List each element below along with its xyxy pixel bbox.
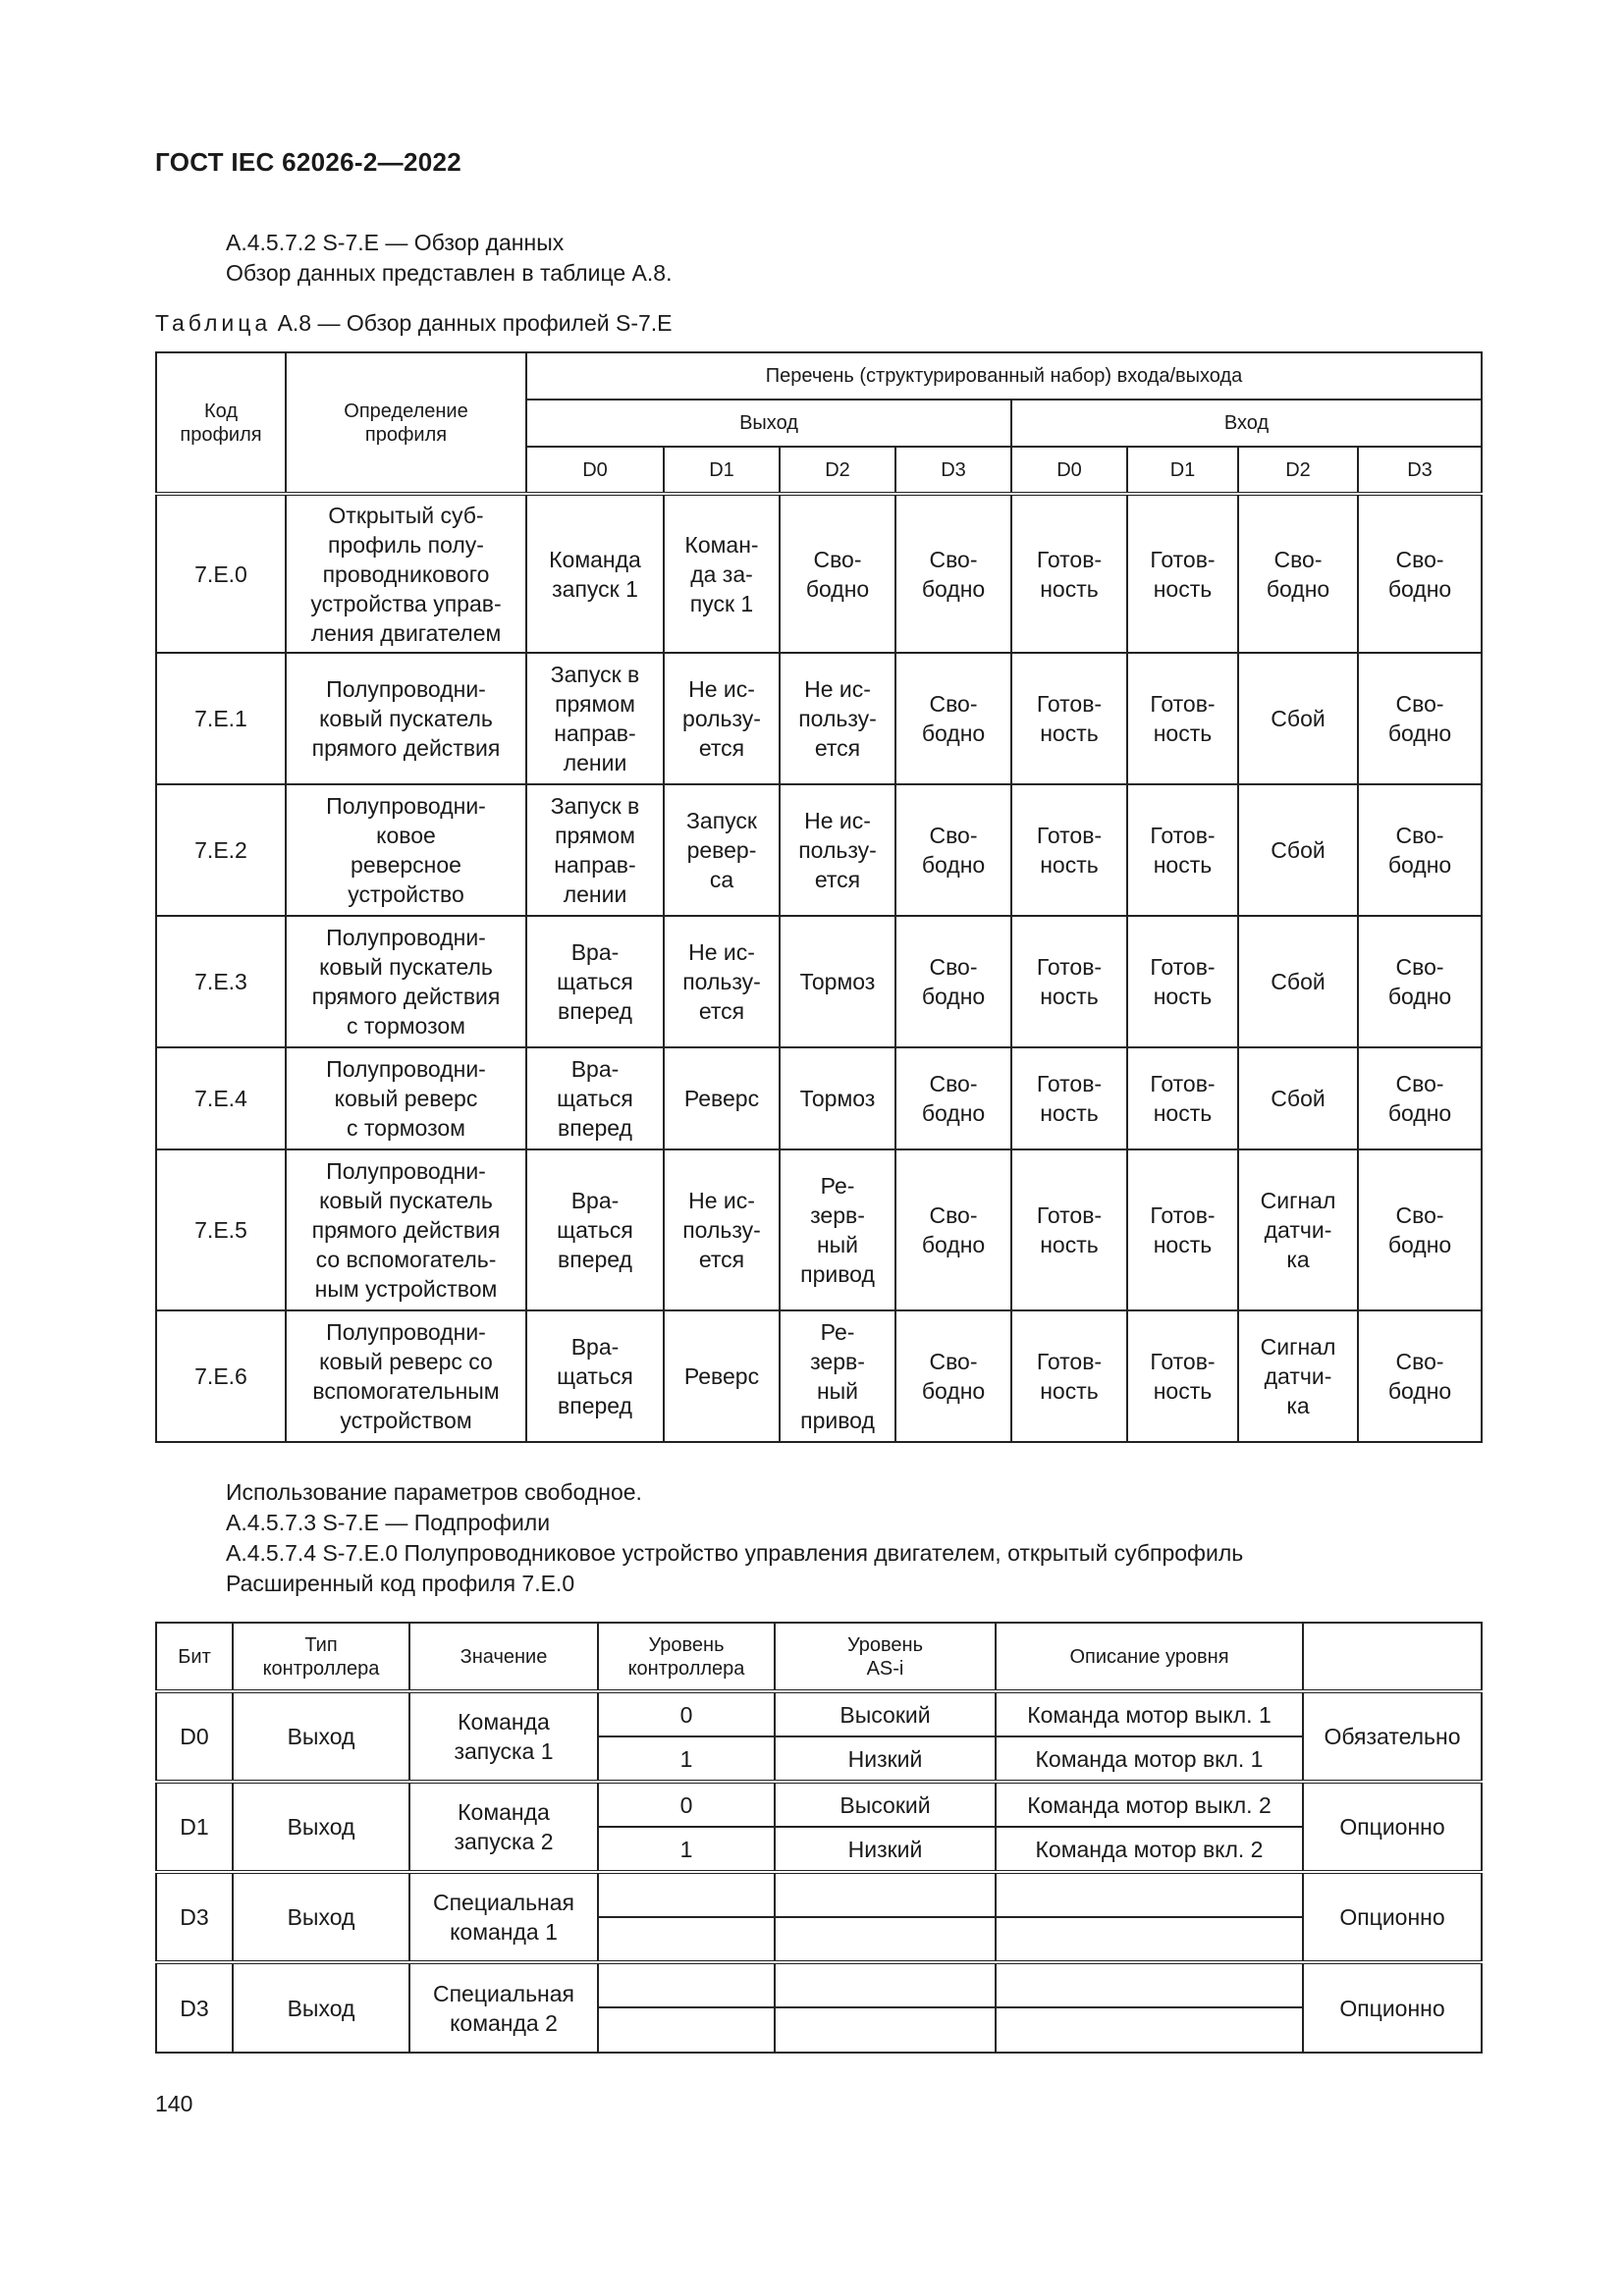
io-bit-cell: Реверс <box>664 1310 780 1442</box>
extended-code-text: Расширенный код профиля 7.E.0 <box>226 1571 575 1596</box>
controller-level-cell <box>598 1872 775 1917</box>
io-bit-cell: Реверс <box>664 1047 780 1149</box>
requirement-cell: Обязательно <box>1303 1691 1482 1782</box>
header-asi-level: Уровень AS-i <box>775 1623 996 1691</box>
profiles-overview-table <box>155 351 1483 1443</box>
intro-text: Обзор данных представлен в таблице А.8. <box>226 260 673 286</box>
controller-level-cell <box>598 1917 775 1962</box>
io-bit-cell: Сбой <box>1238 653 1358 784</box>
io-bit-cell: Сво- бодно <box>1358 1047 1482 1149</box>
asi-level-cell <box>775 2007 996 2053</box>
io-bit-cell: Готов- ность <box>1127 784 1238 916</box>
io-bit-cell: Коман- да за- пуск 1 <box>664 494 780 653</box>
table1-caption-prefix: Таблица <box>155 310 272 336</box>
io-bit-cell: Не ис- пользу- ется <box>780 784 895 916</box>
asi-level-cell <box>775 1917 996 1962</box>
bit-row <box>156 1872 1482 1917</box>
profile-code-cell: 7.E.2 <box>156 784 286 916</box>
controller-level-cell <box>598 2007 775 2053</box>
table1-caption <box>155 310 673 337</box>
io-bit-cell: Запуск в прямом направ- лении <box>526 784 664 916</box>
asi-level-cell <box>775 1962 996 2007</box>
asi-level-cell: Низкий <box>775 1827 996 1872</box>
subprofile-bits-table <box>155 1622 1483 2054</box>
io-bit-cell: Вра- щаться вперед <box>526 1149 664 1310</box>
profile-code-cell: 7.E.5 <box>156 1149 286 1310</box>
asi-level-cell: Высокий <box>775 1691 996 1736</box>
io-bit-cell: Запуск в прямом направ- лении <box>526 653 664 784</box>
header-bit: D3 <box>1358 447 1482 494</box>
io-bit-cell: Тормоз <box>780 916 895 1047</box>
io-bit-cell: Сво- бодно <box>895 653 1011 784</box>
io-bit-cell: Сигнал датчи- ка <box>1238 1149 1358 1310</box>
level-description-cell: Команда мотор выкл. 2 <box>996 1782 1303 1827</box>
bit-cell: D1 <box>156 1782 233 1872</box>
io-bit-cell: Готов- ность <box>1011 494 1127 653</box>
value-cell: Команда запуска 1 <box>409 1691 598 1782</box>
level-description-cell: Команда мотор вкл. 1 <box>996 1736 1303 1782</box>
io-bit-cell: Команда запуск 1 <box>526 494 664 653</box>
io-bit-cell: Готов- ность <box>1127 494 1238 653</box>
controller-type-cell: Выход <box>233 1872 409 1962</box>
io-bit-cell: Сво- бодно <box>1358 494 1482 653</box>
io-bit-cell: Вра- щаться вперед <box>526 1047 664 1149</box>
bit-row <box>156 1782 1482 1827</box>
bit-cell: D3 <box>156 1872 233 1962</box>
header-value: Значение <box>409 1623 598 1691</box>
asi-level-cell <box>775 1872 996 1917</box>
profile-definition-cell: Полупроводни- ковый пускатель прямого действия <box>286 653 526 784</box>
profile-row <box>156 653 1482 784</box>
header-profile-definition: Определение профиля <box>286 352 526 494</box>
io-bit-cell: Сво- бодно <box>1358 784 1482 916</box>
requirement-cell: Опционно <box>1303 1962 1482 2053</box>
io-bit-cell: Готов- ность <box>1011 916 1127 1047</box>
controller-type-cell: Выход <box>233 1691 409 1782</box>
header-controller-level: Уровень контроллера <box>598 1623 775 1691</box>
profile-row <box>156 1149 1482 1310</box>
header-bit: D1 <box>1127 447 1238 494</box>
profile-row <box>156 784 1482 916</box>
subprofile-heading: А.4.5.7.4 S-7.E.0 Полупроводниковое устройство управления двигателем, открытый субпрофиль <box>226 1540 1244 1566</box>
io-bit-cell: Готов- ность <box>1127 1149 1238 1310</box>
io-bit-cell: Сво- бодно <box>1358 653 1482 784</box>
header-output: Выход <box>526 400 1011 447</box>
io-bit-cell: Готов- ность <box>1011 653 1127 784</box>
profile-definition-cell: Полупроводни- ковый пускатель прямого действия с тормозом <box>286 916 526 1047</box>
io-bit-cell: Сво- бодно <box>1358 1310 1482 1442</box>
io-bit-cell: Не ис- пользу- ется <box>664 1149 780 1310</box>
io-bit-cell: Сво- бодно <box>895 494 1011 653</box>
io-bit-cell: Готов- ность <box>1127 1047 1238 1149</box>
level-description-cell: Команда мотор вкл. 2 <box>996 1827 1303 1872</box>
level-description-cell <box>996 1872 1303 1917</box>
io-bit-cell: Сво- бодно <box>895 1149 1011 1310</box>
io-bit-cell: Ре- зерв- ный привод <box>780 1310 895 1442</box>
bit-row <box>156 1691 1482 1736</box>
controller-level-cell: 1 <box>598 1827 775 1872</box>
header-bit: D0 <box>1011 447 1127 494</box>
profile-code-cell: 7.E.0 <box>156 494 286 653</box>
level-description-cell <box>996 1962 1303 2007</box>
header-io-list: Перечень (структурированный набор) входа/выхода <box>526 352 1482 400</box>
controller-level-cell: 1 <box>598 1736 775 1782</box>
io-bit-cell: Готов- ность <box>1011 1149 1127 1310</box>
params-note: Использование параметров свободное. <box>226 1479 642 1505</box>
controller-type-cell: Выход <box>233 1962 409 2053</box>
header-requirement <box>1303 1623 1482 1691</box>
asi-level-cell: Низкий <box>775 1736 996 1782</box>
controller-level-cell: 0 <box>598 1691 775 1736</box>
header-bit: D2 <box>780 447 895 494</box>
io-bit-cell: Готов- ность <box>1011 784 1127 916</box>
profile-definition-cell: Полупроводни- ковый реверс с тормозом <box>286 1047 526 1149</box>
document-header-title: ГОСТ IEC 62026-2—2022 <box>155 147 461 177</box>
io-bit-cell: Готов- ность <box>1127 916 1238 1047</box>
io-bit-cell: Не ис- пользу- ется <box>780 653 895 784</box>
io-bit-cell: Готов- ность <box>1011 1310 1127 1442</box>
header-bit: Бит <box>156 1623 233 1691</box>
profile-definition-cell: Полупроводни- ковый пускатель прямого действия со вспомогатель- ным устройством <box>286 1149 526 1310</box>
io-bit-cell: Готов- ность <box>1127 1310 1238 1442</box>
subprofiles-heading: А.4.5.7.3 S-7.E — Подпрофили <box>226 1510 551 1535</box>
header-bit: D0 <box>526 447 664 494</box>
profile-row <box>156 1310 1482 1442</box>
io-bit-cell: Сбой <box>1238 784 1358 916</box>
bit-cell: D3 <box>156 1962 233 2053</box>
table2-header-row <box>156 1623 1482 1691</box>
profile-code-cell: 7.E.1 <box>156 653 286 784</box>
header-profile-code: Код профиля <box>156 352 286 494</box>
io-bit-cell: Запуск ревер- са <box>664 784 780 916</box>
io-bit-cell: Не ис- пользу- ется <box>664 916 780 1047</box>
io-bit-cell: Сво- бодно <box>1358 1149 1482 1310</box>
controller-level-cell: 0 <box>598 1782 775 1827</box>
header-bit: D2 <box>1238 447 1358 494</box>
level-description-cell: Команда мотор выкл. 1 <box>996 1691 1303 1736</box>
profile-row <box>156 1047 1482 1149</box>
value-cell: Специальная команда 2 <box>409 1962 598 2053</box>
io-bit-cell: Не ис- pользу- ется <box>664 653 780 784</box>
io-bit-cell: Сигнал датчи- ка <box>1238 1310 1358 1442</box>
io-bit-cell: Тормоз <box>780 1047 895 1149</box>
io-bit-cell: Вра- щаться вперед <box>526 1310 664 1442</box>
profile-code-cell: 7.E.6 <box>156 1310 286 1442</box>
io-bit-cell: Готов- ность <box>1127 653 1238 784</box>
io-bit-cell: Сво- бодно <box>780 494 895 653</box>
io-bit-cell: Сво- бодно <box>895 1310 1011 1442</box>
io-bit-cell: Сбой <box>1238 916 1358 1047</box>
page-number: 140 <box>155 2091 193 2116</box>
asi-level-cell: Высокий <box>775 1782 996 1827</box>
profile-code-cell: 7.E.3 <box>156 916 286 1047</box>
bit-row <box>156 1962 1482 2007</box>
requirement-cell: Опционно <box>1303 1872 1482 1962</box>
profile-row <box>156 494 1482 653</box>
header-level-description: Описание уровня <box>996 1623 1303 1691</box>
value-cell: Команда запуска 2 <box>409 1782 598 1872</box>
value-cell: Специальная команда 1 <box>409 1872 598 1962</box>
intro-section-heading: А.4.5.7.2 S-7.E — Обзор данных <box>226 230 565 255</box>
requirement-cell: Опционно <box>1303 1782 1482 1872</box>
io-bit-cell: Сво- бодно <box>1238 494 1358 653</box>
profile-row <box>156 916 1482 1047</box>
header-controller-type: Тип контроллера <box>233 1623 409 1691</box>
profile-definition-cell: Полупроводни- ковое реверсное устройство <box>286 784 526 916</box>
level-description-cell <box>996 2007 1303 2053</box>
io-bit-cell: Сво- бодно <box>895 784 1011 916</box>
header-bit: D1 <box>664 447 780 494</box>
profile-definition-cell: Открытый суб- профиль полу- проводникового устройства управ- ления двигателем <box>286 494 526 653</box>
profile-definition-cell: Полупроводни- ковый реверс со вспомогательным устройством <box>286 1310 526 1442</box>
controller-level-cell <box>598 1962 775 2007</box>
io-bit-cell: Сво- бодно <box>895 916 1011 1047</box>
io-bit-cell: Сбой <box>1238 1047 1358 1149</box>
table1-caption-title: А.8 — Обзор данных профилей S-7.E <box>277 310 673 336</box>
header-bit: D3 <box>895 447 1011 494</box>
controller-type-cell: Выход <box>233 1782 409 1872</box>
level-description-cell <box>996 1917 1303 1962</box>
io-bit-cell: Сво- бодно <box>895 1047 1011 1149</box>
header-input: Вход <box>1011 400 1482 447</box>
io-bit-cell: Сво- бодно <box>1358 916 1482 1047</box>
bit-cell: D0 <box>156 1691 233 1782</box>
io-bit-cell: Ре- зерв- ный привод <box>780 1149 895 1310</box>
io-bit-cell: Готов- ность <box>1011 1047 1127 1149</box>
io-bit-cell: Вра- щаться вперед <box>526 916 664 1047</box>
profile-code-cell: 7.E.4 <box>156 1047 286 1149</box>
